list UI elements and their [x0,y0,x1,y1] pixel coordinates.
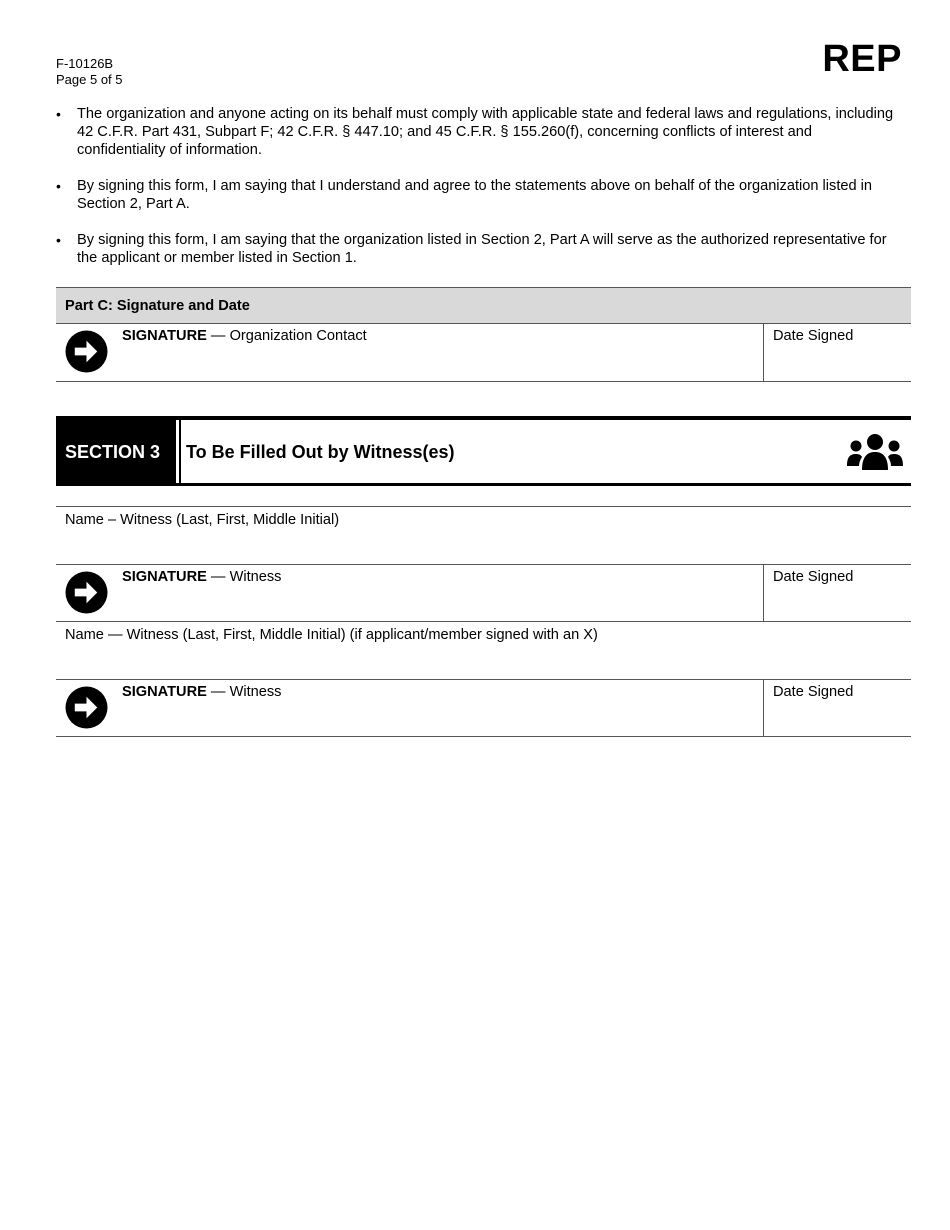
section-3-header [56,416,911,486]
signature-sublabel: — Witness [206,684,282,700]
form-code: REP [822,38,902,80]
form-number: F-10126B [56,56,114,71]
witness-1-signature-row [56,564,911,622]
section-divider-line [179,420,181,483]
arrow-right-circle-icon [65,330,108,373]
organization-signature-row [56,324,911,382]
section-3-tag: SECTION 3 [56,420,176,483]
statement-text: The organization and anyone acting on its behalf must comply with applicable state and federal laws and regulations, including 42 C.F.R. Part 431, Subpart F; 42 C.F.R. § 447.10; and 45 C.F.R. § 155.260(f), concerning conflicts of interest and confidentiality of information. [77,106,894,158]
signature-sublabel: — Witness [206,569,282,585]
statement-item [56,105,896,159]
form-identifier [56,56,123,88]
witness-2-signature-row [56,679,911,737]
bullet-icon: • [56,232,61,248]
signature-label: SIGNATURE [122,569,207,585]
people-group-icon [847,432,903,474]
part-c-header: Part C: Signature and Date [56,287,911,324]
witness-2-name-field[interactable]: Name — Witness (Last, First, Middle Initial) (if applicant/member signed with an X) [65,627,598,643]
witness-2-date-signed-field[interactable]: Date Signed [763,680,911,736]
organization-signature-field[interactable] [122,328,367,344]
witness-2-signature-field[interactable] [122,684,281,700]
statement-item [56,177,896,213]
arrow-right-circle-icon [65,686,108,729]
arrow-right-circle-icon [65,571,108,614]
bullet-icon: • [56,178,61,194]
organization-date-signed-field[interactable]: Date Signed [763,324,911,381]
signature-label: SIGNATURE [122,684,207,700]
witness-1-name-field[interactable]: Name – Witness (Last, First, Middle Initial) [56,506,911,564]
section-3-title: To Be Filled Out by Witness(es) [186,442,455,462]
witness-1-date-signed-field[interactable]: Date Signed [763,565,911,621]
witness-1-signature-field[interactable] [122,569,281,585]
statement-text: By signing this form, I am saying that I understand and agree to the statements above on behalf of the organization listed in Section 2, Part A. [77,178,873,212]
page-number: Page 5 of 5 [56,72,123,87]
statement-text: By signing this form, I am saying that the organization listed in Section 2, Part A will serve as the authorized representative for the applicant or member listed in Section 1. [77,232,887,266]
statement-list [56,105,896,285]
statement-item [56,231,896,267]
signature-sublabel: — Organization Contact [206,328,367,344]
bullet-icon: • [56,106,61,122]
signature-label: SIGNATURE [122,328,207,344]
